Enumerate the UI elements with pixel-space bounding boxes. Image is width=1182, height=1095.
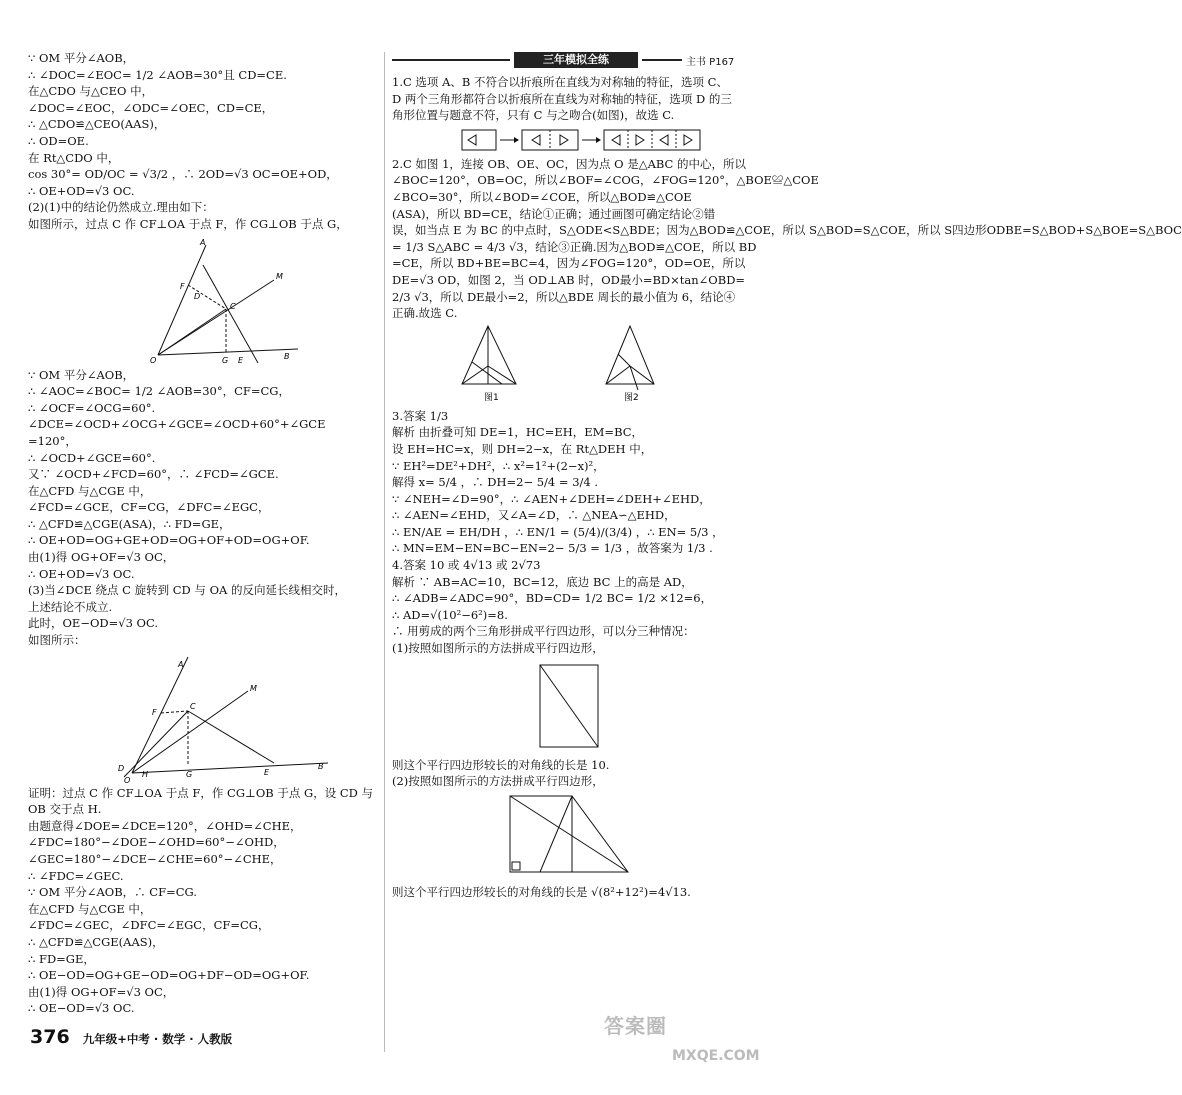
text-line: ∠FDC=180°−∠DOE−∠OHD=60°−∠OHD， [28, 835, 285, 850]
figure-rotation-1 [28, 235, 328, 365]
fig1-label-d: D [194, 291, 201, 301]
text-line: 证明：过点 C 作 CF⊥OA 于点 F，作 CG⊥OB 于点 G，设 CD 与 [28, 785, 374, 800]
text-line: ∴ OE+OD=√3 OC. [28, 183, 135, 198]
text-line: ∴ ∠DOC=∠EOC= 1/2 ∠AOB=30°且 CD=CE. [28, 67, 287, 82]
watermark-url: MXQE.COM [672, 1048, 760, 1064]
fig2-label-b: B [318, 761, 324, 771]
text-line: ∴ OE−OD=√3 OC. [28, 1001, 135, 1016]
question-4-part-b [392, 757, 737, 790]
fig1-label-f: F [180, 281, 185, 291]
text-line: 如图所示，过点 C 作 CF⊥OA 于点 F，作 CG⊥OB 于点 G， [28, 216, 348, 231]
question-1: 1.C 选项 A、B 不符合以折痕所在直线为对称轴的特征，选项 C、D 两个三角形都符合以折痕所在直线为对称轴的特征，选项 D 的三角形位置与题意不符，只有 C 与之吻合(如图)，故选 C. [392, 75, 732, 123]
text-line: ∴ ∠AEN=∠EHD，又∠A=∠D，∴ △NEA∽△EHD， [392, 508, 676, 523]
book-title: 九年级+中考 · 数学 · 人教版 [82, 1032, 233, 1046]
column-divider [384, 52, 385, 1052]
fig2-label-a: A [178, 659, 184, 669]
text-line: 在△CFD 与△CGE 中， [28, 483, 152, 498]
fig2-label-f: F [152, 707, 157, 717]
text-line: ∴ ∠OCF=∠OCG=60°. [28, 400, 156, 415]
text-line: 上述结论不成立. [28, 599, 113, 614]
text-line: ∵ OM 平分∠AOB，∴ CF=CG. [28, 885, 197, 900]
figure-triangles-1-2 [392, 324, 732, 406]
text-line: 由题意得∠DOE=∠DCE=120°，∠OHD=∠CHE， [28, 818, 302, 833]
text-line: ∵ OM 平分∠AOB， [28, 51, 135, 65]
solution-part-2 [28, 367, 378, 649]
text-line: 2/3 √3，所以 DE最小=2，所以△BDE 周长的最小值为 6，结论④ [392, 289, 736, 304]
question-3 [392, 408, 737, 557]
text-line: =120°， [28, 433, 77, 448]
question-4-part-c: 则这个平行四边形较长的对角线的长是 √(8²+12²)=4√13. [392, 884, 691, 899]
section-header: 三年模拟全练 [514, 52, 638, 68]
text-line: ∴ 用剪成的两个三角形拼成平行四边形，可以分三种情况： [392, 624, 695, 639]
text-line: 误，如当点 E 为 BC 的中点时，S△ODE<S△BDE；因为△BOD≌△COE，所以 S△BOD=S△COE，所以 S四边形ODBE=S△BOD+S△BOE=S△BOC [392, 223, 1182, 238]
text-line: (2)(1)中的结论仍然成立.理由如下： [28, 200, 214, 215]
text-line: ∠BOC=120°，OB=OC，所以∠BOF=∠COG，∠FOG=120°，△BOE≌△COE [392, 173, 819, 188]
text-line: (1)按照如图所示的方法拼成平行四边形， [392, 641, 604, 656]
fig2-label-c: C [190, 701, 196, 711]
text-line: ∠GEC=180°−∠DCE−∠CHE=60°−∠CHE， [28, 852, 282, 866]
fig1-label-e: E [238, 355, 244, 365]
fig2-label-e: E [264, 767, 270, 777]
page-footer [30, 1026, 232, 1048]
text-line: =CE，所以 BD+BE=BC=4，因为∠FOG=120°，OD=OE，所以 [392, 256, 746, 271]
header-rule-right [642, 59, 682, 61]
figure-fold-sequence [392, 126, 732, 154]
text-line: ∠FCD=∠GCE，CF=CG，∠DFC=∠EGC， [28, 500, 270, 515]
header-rule-left [392, 59, 510, 61]
watermark-logo: 答案圈 [604, 1014, 667, 1038]
text-line: 在△CFD 与△CGE 中， [28, 901, 152, 916]
text-line: 设 EH=HC=x，则 DH=2−x，在 Rt△DEH 中， [392, 441, 653, 456]
fig1-label-g: G [222, 355, 229, 365]
text-line: 由(1)得 OG+OF=√3 OC， [28, 550, 175, 565]
fig1-label-b: B [284, 351, 290, 361]
text-line: 则这个平行四边形较长的对角线的长是 10. [392, 757, 610, 772]
text-line: 由(1)得 OG+OF=√3 OC， [28, 984, 175, 999]
text-line: ∴ EN/AE = EH/DH ，∴ EN/1 = (5/4)/(3/4) ，∴ EN= 5/3 ， [392, 524, 724, 539]
text-line: 4.答案 10 或 4√13 或 2√73 [392, 558, 541, 573]
text-line: OB 交于点 H. [28, 802, 102, 817]
fig2-label-m: M [250, 683, 257, 693]
fig2-caption: 图2 [624, 392, 639, 403]
fig1-caption: 图1 [484, 392, 499, 403]
left-column [28, 50, 378, 1017]
text-line: 此时，OE−OD=√3 OC. [28, 616, 159, 631]
reference-page: 主书 P167 [686, 57, 735, 68]
text-line: = 1/3 S△ABC = 4/3 √3，结论③正确.因为△BOD≌△COE，所以 BD [392, 239, 757, 254]
fig2-label-g: G [186, 769, 193, 779]
solution-part-3 [28, 785, 378, 1017]
text-line: ∴ △CFD≌△CGE(ASA)，∴ FD=GE， [28, 516, 231, 531]
question-2 [392, 156, 1182, 322]
text-line: (2)按照如图所示的方法拼成平行四边形， [392, 774, 604, 789]
text-line: ∠FDC=∠GEC，∠DFC=∠EGC，CF=CG， [28, 918, 270, 933]
page-number: 376 [30, 1026, 70, 1048]
text-line: ∴ ∠OCD+∠GCE=60°. [28, 450, 156, 465]
text-line: ∠BCO=30°，所以∠BOD=∠COE，所以△BOD≌△COE [392, 189, 692, 204]
figure-parallelogram-2 [392, 792, 732, 882]
text-line: (ASA)，所以 BD=CE，结论①正确；通过画图可确定结论②错 [392, 206, 716, 221]
text-line: ∴ △CFD≌△CGE(AAS)， [28, 934, 164, 949]
fig2-label-o: O [124, 775, 131, 785]
text-line: ∴ △CDO≌△CEO(AAS)， [28, 117, 166, 132]
text-line: ∠DOC=∠EOC，∠ODC=∠OEC，CD=CE， [28, 100, 274, 115]
fig1-label-a: A [200, 237, 206, 247]
figure-parallelogram-1 [392, 659, 732, 755]
fig2-label-h: H [142, 769, 149, 779]
text-line: ∵ ∠NEH=∠D=90°，∴ ∠AEN+∠DEH=∠DEH+∠EHD， [392, 491, 711, 506]
text-line: 在△CDO 与△CEO 中， [28, 84, 154, 99]
fig1-label-o: O [150, 355, 157, 365]
text-line: 如图所示： [28, 633, 86, 648]
text-line: ∴ OE+OD=OG+GE+OD=OG+OF+OD=OG+OF. [28, 533, 310, 548]
text-line: ∵ EH²=DE²+DH²，∴ x²=1²+(2−x)²， [392, 458, 605, 473]
text-line: 解析 ∵ AB=AC=10，BC=12，底边 BC 上的高是 AD， [392, 574, 693, 589]
text-line: 解得 x= 5/4 ，∴ DH=2− 5/4 = 3/4 . [392, 475, 599, 490]
text-line: ∴ ∠FDC=∠GEC. [28, 868, 124, 883]
text-line: DE=√3 OD，如图 2，当 OD⊥AB 时，OD最小=BD×tan∠OBD= [392, 272, 746, 287]
text-line: 3.答案 1/3 [392, 408, 449, 423]
fig1-label-m: M [276, 271, 283, 281]
text-line: 2.C 如图 1，连接 OB、OE、OC，因为点 O 是△ABC 的中心，所以 [392, 156, 746, 171]
text-line: (3)当∠DCE 绕点 C 旋转到 CD 与 OA 的反向延长线相交时， [28, 583, 346, 598]
right-column [392, 74, 1182, 900]
figure-rotation-2 [28, 651, 338, 783]
text-line: 解析 由折叠可知 DE=1，HC=EH，EM=BC， [392, 425, 644, 440]
text-line: ∴ FD=GE， [28, 951, 95, 966]
question-4 [392, 557, 737, 657]
text-line: ∴ ∠ADB=∠ADC=90°，BD=CD= 1/2 BC= 1/2 ×12=6， [392, 591, 713, 606]
text-line: 正确.故选 C. [392, 306, 458, 321]
text-line: ∴ ∠AOC=∠BOC= 1/2 ∠AOB=30°，CF=CG， [28, 384, 290, 399]
fig1-label-c: C [230, 301, 236, 311]
text-line: ∴ OD=OE. [28, 133, 89, 148]
text-line: ∴ MN=EM−EN=BC−EN=2− 5/3 = 1/3 ，故答案为 1/3 . [392, 541, 713, 556]
text-line: cos 30°= OD/OC = √3/2 ，∴ 2OD=√3 OC=OE+OD， [28, 167, 338, 182]
fig2-label-d: D [118, 763, 125, 773]
text-line: ∴ AD=√(10²−6²)=8. [392, 607, 508, 622]
solution-part-1 [28, 50, 378, 233]
text-line: 在 Rt△CDO 中， [28, 150, 120, 165]
text-line: ∴ OE+OD=√3 OC. [28, 566, 135, 581]
text-line: ∵ OM 平分∠AOB， [28, 367, 135, 382]
text-line: 又∵ ∠OCD+∠FCD=60°，∴ ∠FCD=∠GCE. [28, 467, 279, 482]
text-line: ∴ OE−OD=OG+GE−OD=OG+DF−OD=OG+OF. [28, 968, 310, 983]
text-line: ∠DCE=∠OCD+∠OCG+∠GCE=∠OCD+60°+∠GCE [28, 417, 326, 432]
